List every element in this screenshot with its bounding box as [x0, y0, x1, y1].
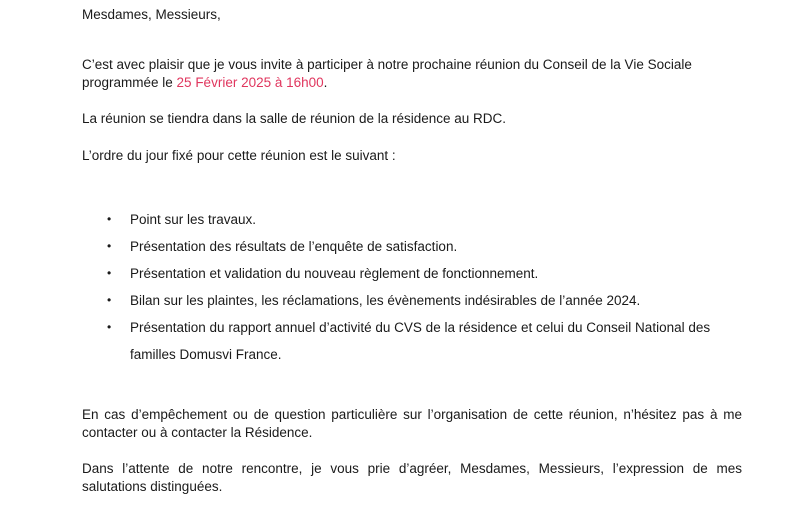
meeting-date-time: 25 Février 2025 à 16h00	[176, 75, 324, 90]
agenda-item	[82, 206, 722, 233]
location-paragraph: La réunion se tiendra dans la salle de réunion de la résidence au RDC.	[82, 111, 507, 126]
agenda-item	[82, 233, 722, 260]
agenda-item	[82, 314, 722, 368]
bullet-icon: •	[107, 266, 112, 280]
intro-paragraph	[82, 56, 742, 92]
intro-text-after: .	[323, 75, 328, 90]
salutation: Mesdames, Messieurs,	[82, 7, 221, 22]
contact-paragraph: En cas d’empêchement ou de question particulière sur l’organisation de cette réunion, n’hésitez pas à me contacter ou à contacter la Résidence.	[82, 407, 742, 440]
intro-text-before: C’est avec plaisir que je vous invite à participer à notre prochaine réunion du Conseil de la Vie Sociale programmée le	[82, 57, 692, 90]
agenda-item-text: Point sur les travaux.	[130, 212, 257, 227]
bullet-icon: •	[107, 239, 112, 253]
bullet-icon: •	[107, 320, 112, 334]
agenda-item	[82, 260, 722, 287]
bullet-icon: •	[107, 212, 112, 226]
agenda-intro: L’ordre du jour fixé pour cette réunion est le suivant :	[82, 148, 396, 163]
agenda-item-text: Présentation des résultats de l’enquête de satisfaction.	[130, 239, 458, 254]
agenda-list	[82, 206, 722, 368]
agenda-item-text: Bilan sur les plaintes, les réclamations, les évènements indésirables de l’année 2024.	[130, 293, 641, 308]
bullet-icon: •	[107, 293, 112, 307]
agenda-item	[82, 287, 722, 314]
agenda-item-text: Présentation et validation du nouveau règlement de fonctionnement.	[130, 266, 539, 281]
closing-paragraph: Dans l’attente de notre rencontre, je vous prie d’agréer, Mesdames, Messieurs, l’expression de mes salutations distinguées.	[82, 461, 742, 494]
agenda-item-text: Présentation du rapport annuel d’activité du CVS de la résidence et celui du Conseil National des familles Domusvi France.	[130, 320, 711, 362]
